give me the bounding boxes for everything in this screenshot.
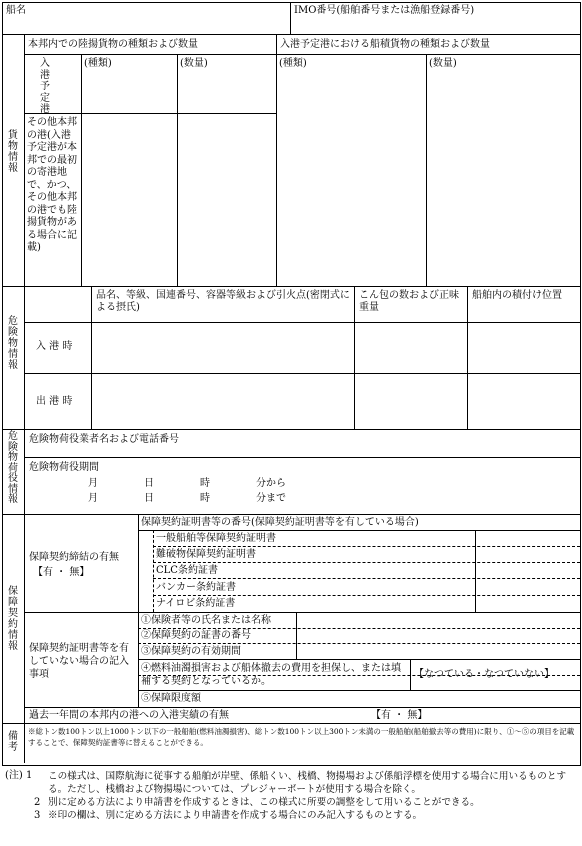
period-to-day: 日 bbox=[144, 493, 154, 504]
entry-port-label: 入港予定港 bbox=[40, 58, 50, 115]
no-cert-label: 保障契約証明書等を有していない場合の記入事項 bbox=[29, 643, 129, 680]
past-year-label: 過去一年間の本邦内の港への入港実績の有無 bbox=[29, 710, 229, 721]
cert-5: ナイロビ条約証書 bbox=[156, 598, 236, 609]
dangerous-section-label: 危 険 物 情 報 bbox=[8, 316, 18, 371]
cargo-section-label: 貨 物 情 報 bbox=[8, 130, 18, 174]
dg-col-item: 品名、等級、国連番号、容器等級および引火点(密閉式による摂氏) bbox=[96, 290, 350, 313]
insurance-section-label: 保 障 契 約 情 報 bbox=[8, 586, 18, 652]
period-from-day: 日 bbox=[144, 478, 154, 489]
period-from-month: 月 bbox=[88, 478, 98, 489]
cert-1: 一般船舶等保障契約証明書 bbox=[156, 533, 276, 544]
period-from-hour: 時 bbox=[200, 478, 210, 489]
cert-4: バンカー条約証書 bbox=[156, 582, 236, 593]
dg-operator-label: 危険物荷役業者名および電話番号 bbox=[29, 434, 179, 445]
period-to-hour: 時 bbox=[200, 493, 210, 504]
remarks-label: 備 考 bbox=[8, 731, 18, 753]
remarks-text: ※総トン数100トン以上1000トン以下の一般船舶(燃料油濁損害)、総トン数100トン以上300トン未満の一般船舶(船舶撤去等の費用)に限り、①～⑤の項目を記載することで、保障契約証書等に替えることができる。 bbox=[28, 727, 575, 747]
ship-name-label: 船名 bbox=[6, 5, 26, 16]
dg-handling-section-label: 危 険 物 荷 役 情 報 bbox=[8, 431, 18, 505]
load-title: 入港予定港における船積貨物の種類および数量 bbox=[280, 39, 490, 50]
dg-row-exit: 出 港 時 bbox=[36, 396, 73, 407]
unload-type-label: (種類) bbox=[84, 58, 112, 69]
imo-label: IMO番号(船舶番号または漁船登録番号) bbox=[294, 5, 475, 16]
unload-title: 本邦内での陸揚貨物の種類および数量 bbox=[28, 39, 198, 50]
cert-3: CLC条約証書 bbox=[156, 565, 218, 576]
dg-period-label: 危険物荷役期間 bbox=[29, 462, 99, 473]
ins-item-3: ③保障契約の有効期間 bbox=[141, 646, 241, 657]
load-qty-label: (数量) bbox=[429, 58, 457, 69]
load-type-label: (種類) bbox=[279, 58, 307, 69]
period-from-min: 分から bbox=[256, 478, 286, 489]
period-to-month: 月 bbox=[88, 493, 98, 504]
has-contract-yes-no: 【有 ・ 無】 bbox=[33, 567, 90, 578]
note-1: この様式は、国際航海に従事する船舶が岸壁、係船くい、桟橋、物揚場および係船浮標を使用する場合に用いるものとする。ただし、桟橋および物揚場については、プレジャーボートが使用する場合を除く。 bbox=[48, 771, 567, 795]
cert-2: 難破物保障契約証明書 bbox=[156, 549, 256, 560]
ins-item-1: ①保険者等の氏名または名称 bbox=[141, 615, 271, 626]
ins-item-4: ④燃料油濁損害および船体撤去の費用を担保し、または填補する契約となっているか。 bbox=[141, 663, 401, 687]
note-3-num: 3 bbox=[34, 810, 41, 821]
dg-col-packages: こん包の数および正味重量 bbox=[359, 290, 459, 313]
unload-qty-label: (数量) bbox=[180, 58, 208, 69]
ins-item-4-answer: 【なつている・なつていない】 bbox=[414, 669, 554, 680]
dg-row-entry: 入 港 時 bbox=[36, 341, 73, 352]
note-2: 別に定める方法により申請書を作成するときは、この様式に所要の調整をして用いることができる。 bbox=[48, 797, 480, 808]
has-contract-label: 保障契約締結の有無 bbox=[29, 552, 119, 563]
period-to-min: 分まで bbox=[256, 493, 286, 504]
cert-no-header: 保障契約証明書等の番号(保障契約証明書等を有している場合) bbox=[141, 517, 419, 528]
dg-col-position: 船舶内の積付け位置 bbox=[472, 290, 562, 301]
ins-item-5: ⑤保障限度額 bbox=[141, 693, 201, 704]
note-2-num: 2 bbox=[34, 797, 41, 808]
note-3: ※印の欄は、別に定める方法により申請書を作成する場合にのみ記入するものとする。 bbox=[48, 810, 423, 821]
past-year-yes-no: 【有 ・ 無】 bbox=[371, 710, 428, 721]
other-port-label: その他本邦の港(入港予定港が本邦での最初の寄港地で、かつ、その他本邦の港でも陸揚貨物がある場合に記載) bbox=[27, 117, 77, 253]
ins-item-2: ②保障契約の証書の番号 bbox=[141, 630, 251, 641]
notes-heading: (注) 1 bbox=[5, 770, 33, 781]
